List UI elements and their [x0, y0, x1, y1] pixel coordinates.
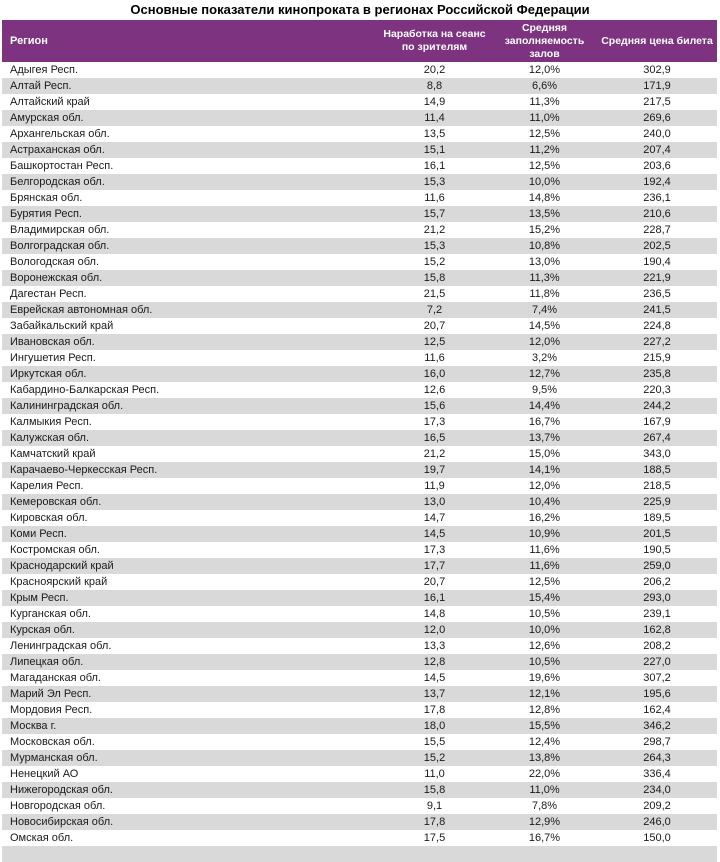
region-cell: Бурятия Респ.: [10, 208, 82, 220]
table-row: [2, 590, 717, 606]
value-cell: 20,7: [423, 320, 446, 332]
page-title: Основные показатели кинопроката в регионах Российской Федерации: [130, 2, 590, 17]
region-cell: Волгоградская обл.: [10, 240, 110, 252]
region-cell: Мордовия Респ.: [10, 704, 93, 716]
value-cell: 9,5%: [531, 384, 558, 396]
table-row: [2, 526, 717, 542]
value-cell: 14,4%: [528, 400, 561, 412]
region-cell: Кировская обл.: [10, 512, 88, 524]
value-cell: 12,5%: [528, 160, 561, 172]
table-row: [2, 142, 717, 158]
value-cell: 224,8: [643, 320, 671, 332]
value-cell: 20,7: [423, 576, 446, 588]
table-row: [2, 702, 717, 718]
column-header-avg-ticket-price: Средняя цена билета: [597, 20, 717, 62]
table-row: [2, 126, 717, 142]
table-row: [2, 110, 717, 126]
table-row: [2, 446, 717, 462]
value-cell: 17,8: [423, 816, 446, 828]
value-cell: 162,4: [643, 704, 671, 716]
value-cell: 203,6: [643, 160, 671, 172]
value-cell: 202,5: [643, 240, 671, 252]
value-cell: 15,6: [423, 400, 446, 412]
value-cell: 14,8%: [528, 192, 561, 204]
value-cell: 19,6%: [528, 672, 561, 684]
value-cell: 162,8: [643, 624, 671, 636]
value-cell: 14,5: [423, 528, 446, 540]
value-cell: 215,9: [643, 352, 671, 364]
table-row: [2, 686, 717, 702]
value-cell: 12,7%: [528, 368, 561, 380]
region-cell: Марий Эл Респ.: [10, 688, 92, 700]
region-cell: Краснодарский край: [10, 560, 114, 572]
value-cell: 12,0%: [528, 64, 561, 76]
value-cell: 210,6: [643, 208, 671, 220]
value-cell: 15,8: [423, 784, 446, 796]
value-cell: 12,0%: [528, 480, 561, 492]
value-cell: 190,4: [643, 256, 671, 268]
region-cell: Дагестан Респ.: [10, 288, 87, 300]
value-cell: 244,2: [643, 400, 671, 412]
value-cell: 188,5: [643, 464, 671, 476]
value-cell: 13,3: [423, 640, 446, 652]
value-cell: 14,9: [423, 96, 446, 108]
region-cell: Брянская обл.: [10, 192, 83, 204]
value-cell: 208,2: [643, 640, 671, 652]
value-cell: 17,3: [423, 416, 446, 428]
value-cell: 16,0: [423, 368, 446, 380]
value-cell: 15,2: [423, 752, 446, 764]
value-cell: 3,2%: [531, 352, 558, 364]
value-cell: 12,0%: [528, 336, 561, 348]
table-row: [2, 798, 717, 814]
table-row: [2, 206, 717, 222]
value-cell: 15,0%: [528, 448, 561, 460]
region-cell: Коми Респ.: [10, 528, 67, 540]
value-cell: 343,0: [643, 448, 671, 460]
region-cell: Алтай Респ.: [10, 80, 72, 92]
table-row: [2, 430, 717, 446]
value-cell: 12,6%: [528, 640, 561, 652]
value-cell: 239,1: [643, 608, 671, 620]
value-cell: 246,0: [643, 816, 671, 828]
region-cell: Нижегородская обл.: [10, 784, 113, 796]
value-cell: 336,4: [643, 768, 671, 780]
value-cell: 11,9: [424, 480, 445, 492]
table-row: [2, 510, 717, 526]
table-row: [2, 190, 717, 206]
value-cell: 236,1: [643, 192, 671, 204]
value-cell: 12,5%: [528, 128, 561, 140]
value-cell: 16,1: [423, 592, 446, 604]
table-row: [2, 462, 717, 478]
value-cell: 10,4%: [528, 496, 561, 508]
value-cell: 12,5: [423, 336, 446, 348]
value-cell: 10,5%: [528, 608, 561, 620]
region-cell: Кабардино-Балкарская Респ.: [10, 384, 160, 396]
region-cell: Еврейская автономная обл.: [10, 304, 153, 316]
value-cell: 167,9: [643, 416, 671, 428]
region-cell: Красноярский край: [10, 576, 108, 588]
table-row: [2, 158, 717, 174]
value-cell: 7,8%: [531, 800, 558, 812]
column-header-avg-occupancy: Средняя заполняемость залов: [492, 20, 597, 62]
value-cell: 171,9: [643, 80, 671, 92]
value-cell: 22,0%: [528, 768, 561, 780]
value-cell: 298,7: [643, 736, 671, 748]
value-cell: 17,3: [423, 544, 446, 556]
value-cell: 15,5%: [528, 720, 561, 732]
value-cell: 207,4: [643, 144, 671, 156]
value-cell: 206,2: [643, 576, 671, 588]
region-cell: Алтайский край: [10, 96, 90, 108]
value-cell: 264,3: [643, 752, 671, 764]
table-row: [2, 334, 717, 350]
region-cell: Ингушетия Респ.: [10, 352, 96, 364]
value-cell: 192,4: [643, 176, 671, 188]
region-cell: Амурская обл.: [10, 112, 84, 124]
value-cell: 16,1: [423, 160, 446, 172]
value-cell: 267,4: [643, 432, 671, 444]
region-cell: Кемеровская обл.: [10, 496, 102, 508]
region-cell: Липецкая обл.: [10, 656, 84, 668]
value-cell: 220,3: [643, 384, 671, 396]
value-cell: 7,4%: [531, 304, 558, 316]
value-cell: 12,8%: [528, 704, 561, 716]
value-cell: 15,3: [423, 176, 446, 188]
region-cell: Воронежская обл.: [10, 272, 103, 284]
region-cell: Ивановская обл.: [10, 336, 95, 348]
value-cell: 16,5: [423, 432, 446, 444]
cinema-stats-table: [2, 20, 717, 862]
value-cell: 18,0: [423, 720, 446, 732]
table-row: [2, 286, 717, 302]
region-cell: Астраханская обл.: [10, 144, 105, 156]
value-cell: 21,2: [423, 448, 446, 460]
region-cell: Адыгея Респ.: [10, 64, 79, 76]
value-cell: 13,7%: [528, 432, 561, 444]
region-cell: Белгородская обл.: [10, 176, 105, 188]
table-row: [2, 78, 717, 94]
region-cell: Магаданская обл.: [10, 672, 101, 684]
region-cell: Башкортостан Респ.: [10, 160, 114, 172]
value-cell: 14,7: [423, 512, 446, 524]
table-row: [2, 606, 717, 622]
value-cell: 293,0: [643, 592, 671, 604]
table-row: [2, 558, 717, 574]
value-cell: 12,6: [423, 384, 446, 396]
table-row: [2, 782, 717, 798]
value-cell: 190,5: [643, 544, 671, 556]
value-cell: 10,5%: [528, 656, 561, 668]
region-cell: Курская обл.: [10, 624, 75, 636]
table-row: [2, 382, 717, 398]
table-row: [2, 174, 717, 190]
table-row: [2, 94, 717, 110]
table-row: [2, 414, 717, 430]
value-cell: 10,8%: [528, 240, 561, 252]
table-row: [2, 318, 717, 334]
value-cell: 227,2: [643, 336, 671, 348]
value-cell: 15,8: [423, 272, 446, 284]
value-cell: 12,5%: [528, 576, 561, 588]
value-cell: 11,3%: [529, 272, 560, 284]
value-cell: 11,3%: [529, 96, 560, 108]
value-cell: 15,4%: [528, 592, 561, 604]
value-cell: 218,5: [643, 480, 671, 492]
value-cell: 11,6: [424, 352, 445, 364]
value-cell: 11,0%: [529, 112, 560, 124]
region-cell: Калининградская обл.: [10, 400, 124, 412]
table-row: [2, 622, 717, 638]
value-cell: 225,9: [643, 496, 671, 508]
value-cell: 11,8%: [529, 288, 560, 300]
table-row: [2, 654, 717, 670]
region-cell: Москва г.: [10, 720, 57, 732]
value-cell: 240,0: [643, 128, 671, 140]
value-cell: 11,2%: [529, 144, 560, 156]
table-row: [2, 254, 717, 270]
value-cell: 346,2: [643, 720, 671, 732]
value-cell: 16,2%: [528, 512, 561, 524]
value-cell: 15,3: [423, 240, 446, 252]
value-cell: 13,5%: [528, 208, 561, 220]
value-cell: 21,2: [423, 224, 446, 236]
value-cell: 12,8: [423, 656, 446, 668]
region-cell: Забайкальский край: [10, 320, 114, 332]
value-cell: 307,2: [643, 672, 671, 684]
value-cell: 11,0%: [529, 784, 560, 796]
value-cell: 11,0: [424, 768, 445, 780]
table-row: [2, 350, 717, 366]
value-cell: 11,4: [424, 112, 445, 124]
value-cell: 13,5: [423, 128, 446, 140]
table-row: [2, 734, 717, 750]
region-cell: Костромская обл.: [10, 544, 100, 556]
region-cell: Омская обл.: [10, 832, 74, 844]
value-cell: 12,0: [423, 624, 446, 636]
header-row: [2, 20, 717, 62]
table-row: [2, 62, 717, 78]
value-cell: 17,7: [423, 560, 446, 572]
value-cell: 14,5: [423, 672, 446, 684]
value-cell: 269,6: [643, 112, 671, 124]
value-cell: 15,7: [423, 208, 446, 220]
region-cell: Новосибирская обл.: [10, 816, 114, 828]
value-cell: 13,0%: [528, 256, 561, 268]
value-cell: 11,6%: [529, 560, 560, 572]
region-cell: Архангельская обл.: [10, 128, 110, 140]
region-cell: Карачаево-Черкесская Респ.: [10, 464, 158, 476]
table-row: [2, 766, 717, 782]
value-cell: 209,2: [643, 800, 671, 812]
value-cell: 228,7: [643, 224, 671, 236]
region-cell: Крым Респ.: [10, 592, 69, 604]
region-cell: Ненецкий АО: [10, 768, 79, 780]
table-row: [2, 670, 717, 686]
table-row: [2, 366, 717, 382]
value-cell: 16,7%: [528, 832, 561, 844]
value-cell: 150,0: [643, 832, 671, 844]
value-cell: 6,6%: [531, 80, 558, 92]
region-cell: Курганская обл.: [10, 608, 91, 620]
table-row: [2, 270, 717, 286]
column-header-attendance-per-session: Наработка на сеанс по зрителям: [377, 20, 492, 62]
table-row: [2, 814, 717, 830]
value-cell: 10,0%: [528, 176, 561, 188]
region-cell: Ленинградская обл.: [10, 640, 112, 652]
region-cell: Мурманская обл.: [10, 752, 98, 764]
table-row: [2, 222, 717, 238]
value-cell: 17,5: [423, 832, 446, 844]
value-cell: 12,4%: [528, 736, 561, 748]
table-body: [2, 62, 717, 862]
value-cell: 11,6: [424, 192, 445, 204]
value-cell: 14,1%: [528, 464, 561, 476]
value-cell: 13,7: [423, 688, 446, 700]
table-row: [2, 830, 717, 846]
value-cell: 13,0: [423, 496, 446, 508]
value-cell: 16,7%: [528, 416, 561, 428]
value-cell: 17,8: [423, 704, 446, 716]
value-cell: 236,5: [643, 288, 671, 300]
value-cell: 19,7: [423, 464, 446, 476]
value-cell: 20,2: [423, 64, 446, 76]
table-row: [2, 718, 717, 734]
value-cell: 15,2: [423, 256, 446, 268]
value-cell: 15,2%: [528, 224, 561, 236]
value-cell: 11,6%: [529, 544, 560, 556]
value-cell: 15,5: [423, 736, 446, 748]
value-cell: 189,5: [643, 512, 671, 524]
value-cell: 234,0: [643, 784, 671, 796]
value-cell: 235,8: [643, 368, 671, 380]
value-cell: 227,0: [643, 656, 671, 668]
value-cell: 12,1%: [528, 688, 561, 700]
value-cell: 302,9: [643, 64, 671, 76]
value-cell: 10,9%: [528, 528, 561, 540]
table-row: [2, 750, 717, 766]
region-cell: Новгородская обл.: [10, 800, 106, 812]
table-row: [2, 638, 717, 654]
region-cell: Калмыкия Респ.: [10, 416, 92, 428]
value-cell: 201,5: [643, 528, 671, 540]
value-cell: 14,8: [423, 608, 446, 620]
table-row: [2, 574, 717, 590]
value-cell: 21,5: [423, 288, 446, 300]
value-cell: 12,9%: [528, 816, 561, 828]
value-cell: 13,8%: [528, 752, 561, 764]
value-cell: 15,1: [423, 144, 446, 156]
value-cell: 241,5: [643, 304, 671, 316]
value-cell: 9,1: [426, 800, 443, 812]
value-cell: 8,8: [426, 80, 443, 92]
region-cell: Карелия Респ.: [10, 480, 84, 492]
region-cell: Московская обл.: [10, 736, 95, 748]
table-row: [2, 398, 717, 414]
value-cell: 259,0: [643, 560, 671, 572]
value-cell: 195,6: [643, 688, 671, 700]
table-row: [2, 238, 717, 254]
region-cell: Иркутская обл.: [10, 368, 87, 380]
value-cell: 217,5: [643, 96, 671, 108]
value-cell: 221,9: [643, 272, 671, 284]
table-row: [2, 542, 717, 558]
column-header-region: Регион: [2, 20, 377, 62]
table-row: [2, 478, 717, 494]
table-row: [2, 302, 717, 318]
value-cell: 10,0%: [528, 624, 561, 636]
region-cell: Калужская обл.: [10, 432, 90, 444]
region-cell: Камчатский край: [10, 448, 96, 460]
value-cell: 14,5%: [528, 320, 561, 332]
table-row: [2, 494, 717, 510]
value-cell: 7,2: [426, 304, 443, 316]
region-cell: Вологодская обл.: [10, 256, 100, 268]
region-cell: Владимирская обл.: [10, 224, 110, 236]
